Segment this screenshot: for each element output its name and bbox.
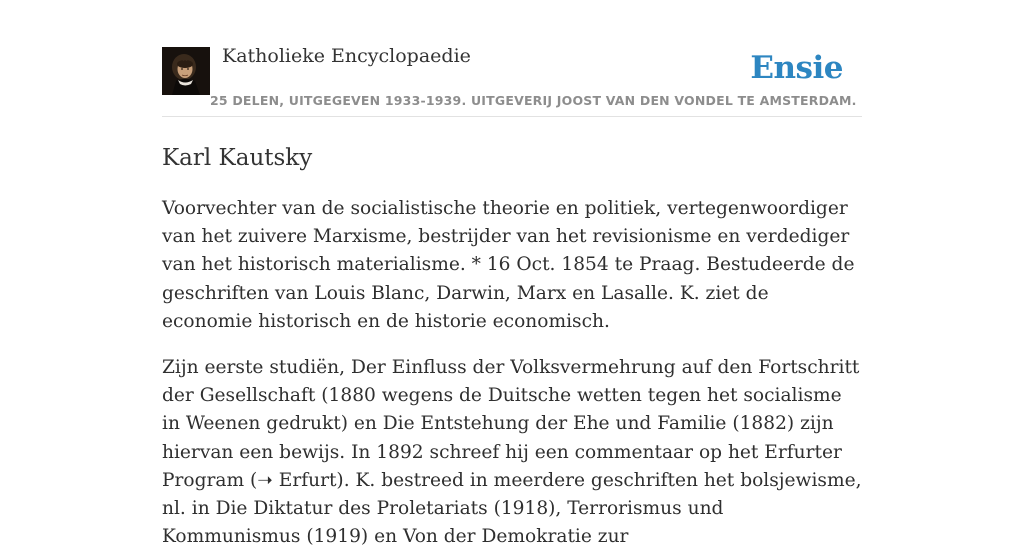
site-title[interactable]: Katholieke Encyclopaedie: [222, 45, 471, 67]
article-title: Karl Kautsky: [162, 145, 313, 171]
article-paragraph: Voorvechter van de socialistische theorie en politiek, vertegenwoordiger van het zuivere Marxisme, bestrijder van het revisionisme en verdediger van het historisch materialisme. * 16 Oct. 1854 te Praag. Bestudeerde de geschriften van Louis Blanc, Darwin, Marx en Lasalle. K. ziet de economie historisch en de historie economisch.: [162, 198, 855, 332]
site-subtitle: 25 DELEN, UITGEGEVEN 1933-1939. UITGEVERIJ JOOST VAN DEN VONDEL TE AMSTERDAM.: [210, 93, 857, 108]
article-body: [162, 195, 862, 551]
portrait-avatar-icon[interactable]: [162, 47, 210, 95]
article-paragraph: Zijn eerste studiën, Der Einfluss der Volksvermehrung auf den Fortschritt der Gesellschaft (1880 wegens de Duitsche wetten tegen het socialisme in Weenen gedrukt) en Die Entstehung der Ehe und Familie (1882) zijn hiervan een bewijs. In 1892 schreef hij een commentaar op het Erfurter Program (➝ Erfurt). K. bestreed in meerdere geschriften het bolsjewisme, nl. in Die Diktatur des Proletariats (1918), Terrorismus und Kommunismus (1919) en Von der Demokratie zur: [162, 357, 862, 548]
page-container: [162, 0, 862, 551]
brand-logo[interactable]: Ensie: [750, 50, 843, 86]
site-header: [162, 0, 862, 117]
